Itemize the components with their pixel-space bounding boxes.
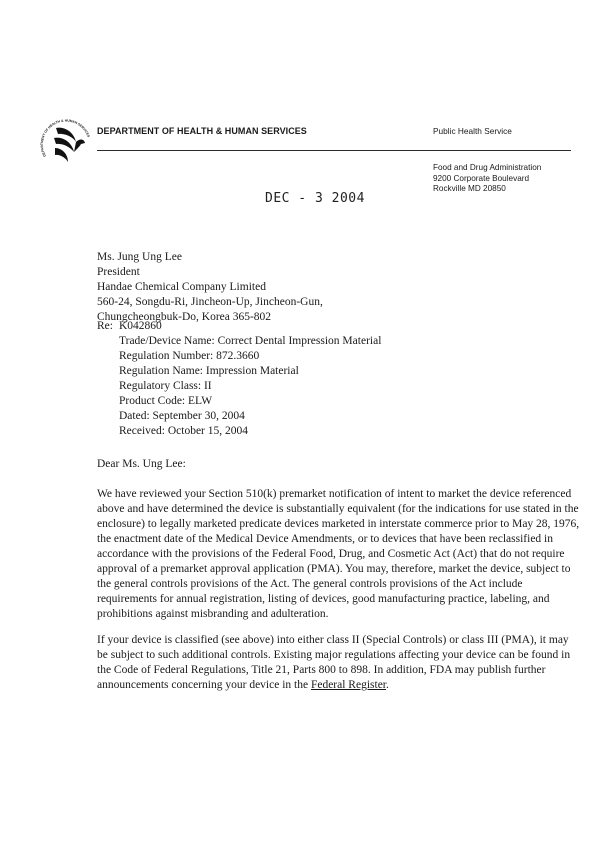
eagle-stripe-3 <box>55 148 68 162</box>
addressee-address-line-2: Chungcheongbuk-Do, Korea 365-802 <box>97 311 272 323</box>
public-health-service: Public Health Service <box>433 126 512 136</box>
salutation: Dear Ms. Ung Lee: <box>97 458 186 470</box>
fda-name: Food and Drug Administration <box>433 163 542 172</box>
body-paragraph-1: We have reviewed your Section 510(k) premarket notification of intent to market the device referenced above and have determined the device is substantially equivalent (for the indications for use stated in the enclosure) to legally marketed predicate devices marketed in interstate commerce prior to May 28, 1976, the enactment date of the Medical Device Amendments, or to devices that have been reclassified in accordance with the provisions of the Federal Food, Drug, and Cosmetic Act (Act) that do not require approval of a premarket approval application (PMA). You may, therefore, market the device, subject to the general controls provisions of the Act. The general controls provisions of the Act include requirements for annual registration, listing of devices, good manufacturing practice, labeling, and prohibitions against misbranding and adulteration. <box>97 488 580 620</box>
hhs-eagle-logo <box>38 108 94 170</box>
re-block <box>119 319 381 439</box>
addressee-company: Handae Chemical Company Limited <box>97 281 266 293</box>
federal-register-title: Federal Register <box>310 679 387 691</box>
re-product-code: Product Code: ELW <box>119 395 213 407</box>
fda-street: 9200 Corporate Boulevard <box>433 173 530 183</box>
re-received: Received: October 15, 2004 <box>119 425 249 437</box>
re-trade-name: Trade/Device Name: Correct Dental Impression Material <box>119 335 382 347</box>
fda-city: Rockville MD 20850 <box>433 184 506 193</box>
re-k-number: K042860 <box>119 320 162 332</box>
addressee-address-line-1: 560-24, Songdu-Ri, Jincheon-Up, Jincheon-Gun, <box>97 296 323 308</box>
re-regulatory-class: Regulatory Class: II <box>119 380 212 392</box>
body-paragraph-2-text: If your device is classified (see above) into either class II (Special Controls) or class III (PMA), it may be subject to such additional controls. Existing major regulations affecting your device can be found in the Code of Federal Regulations, Title 21, Parts 800 to 898. In addition, FDA may publish further announcements concerning your device in the <box>97 634 571 691</box>
addressee-block <box>97 250 323 325</box>
addressee-title: President <box>97 266 140 278</box>
department-name: DEPARTMENT OF HEALTH & HUMAN SERVICES <box>97 126 307 136</box>
header-rule <box>97 150 571 151</box>
addressee-name: Ms. Jung Ung Lee <box>97 251 182 263</box>
date-stamp: DEC - 3 2004 <box>265 191 365 206</box>
fda-address-block <box>433 163 541 195</box>
re-regulation-number: Regulation Number: 872.3660 <box>119 350 260 362</box>
re-label: Re: <box>97 320 113 332</box>
re-regulation-name: Regulation Name: Impression Material <box>119 365 299 377</box>
re-dated: Dated: September 30, 2004 <box>119 410 245 422</box>
body-paragraph-2-end: . <box>386 679 389 691</box>
logo-seal-text: DEPARTMENT OF HEALTH & HUMAN SERVICES <box>39 118 91 158</box>
body-paragraph-2 <box>97 633 581 693</box>
